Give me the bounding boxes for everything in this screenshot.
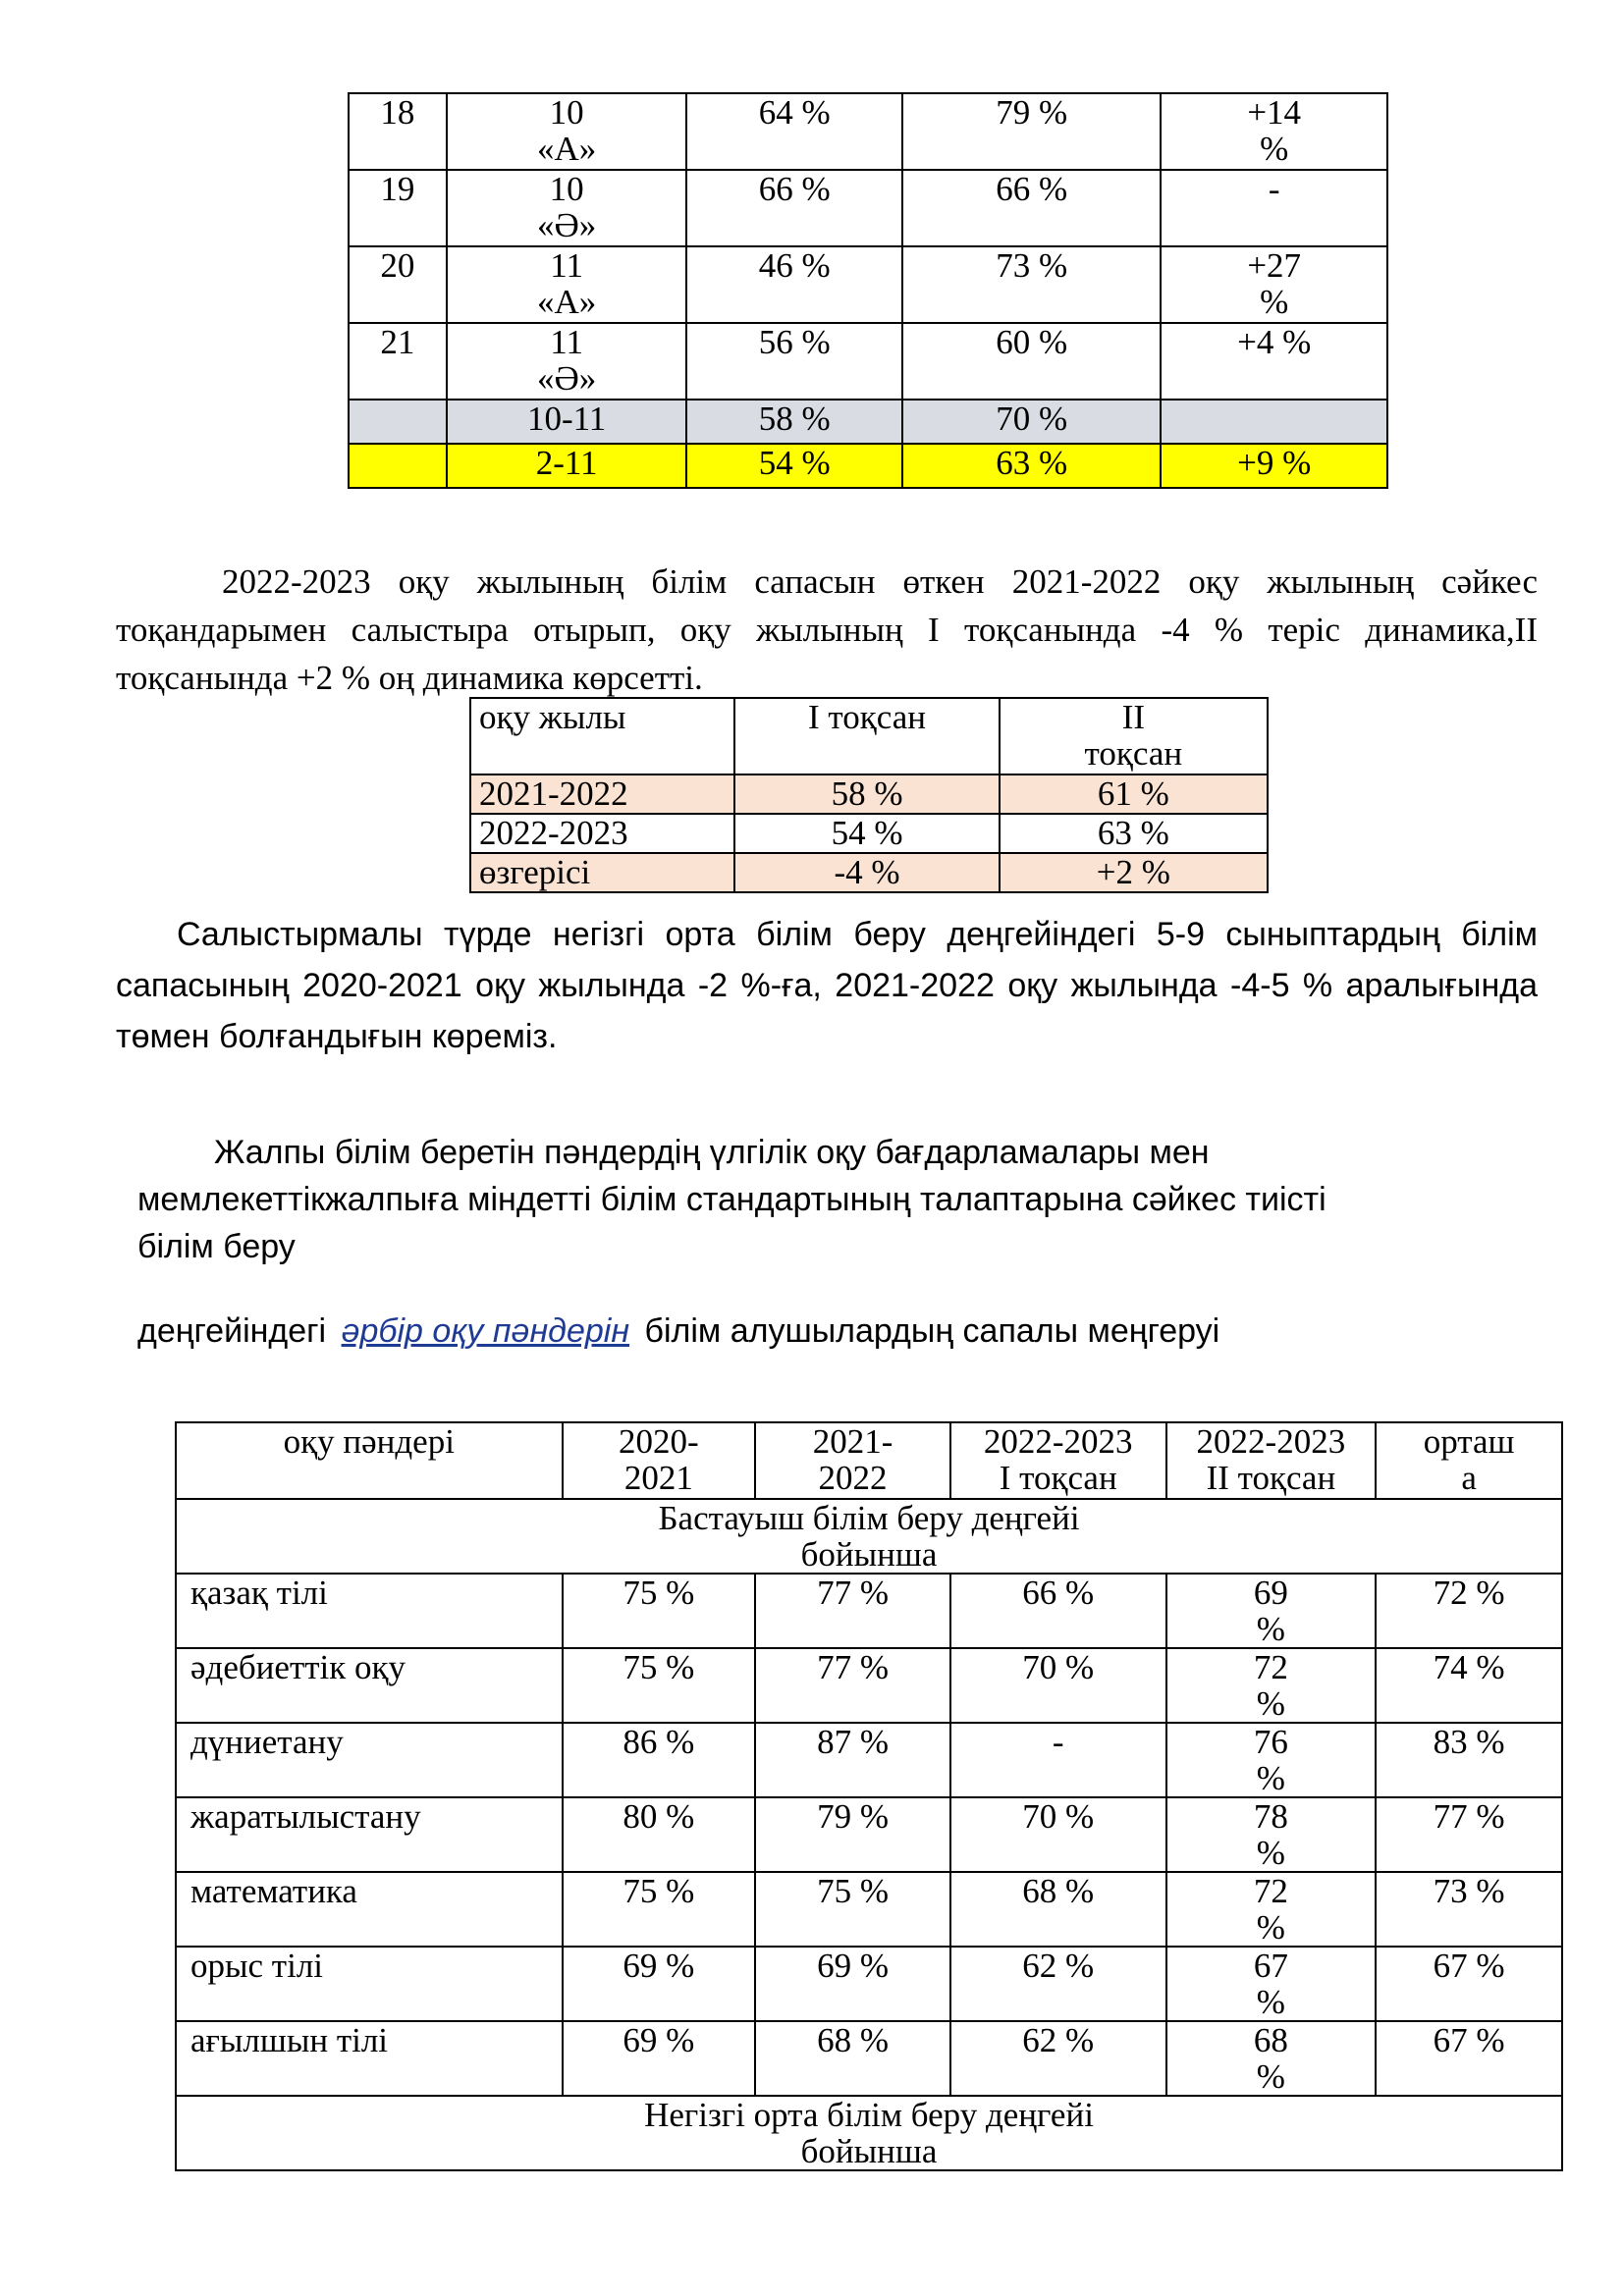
value-2020-2021: 75 % xyxy=(563,1872,756,1947)
subject-name: математика xyxy=(176,1872,563,1947)
subject-row xyxy=(176,1872,1562,1947)
quality-2022-2023: 60 % xyxy=(902,323,1161,400)
class-quality-body xyxy=(349,93,1387,488)
header-2020-2021: 2020- 2021 xyxy=(563,1422,756,1499)
header-quarter-2: ІІ тоқсан xyxy=(1000,698,1268,774)
header-subject: оқу пәндері xyxy=(176,1422,563,1499)
quarter-comparison-paragraph: 2022-2023 оқу жылының білім сапасын өткен 2021-2022 оқу жылының сәйкес тоқандарымен салыстыра отырып, оқу жылының І тоқсанында -4 % теріс динамика,ІІ тоқсанында +2 % оң динамика көрсетті. xyxy=(116,562,1538,697)
q2-change: +2 % xyxy=(1000,853,1268,892)
subject-name: әдебиеттік оқу xyxy=(176,1648,563,1723)
subject-quality-body xyxy=(176,1422,1562,2170)
value-2022-2023-q2: 78 % xyxy=(1166,1797,1377,1872)
row-number xyxy=(349,400,447,444)
value-2022-2023-q1: - xyxy=(950,1723,1166,1797)
value-2022-2023-q2: 76 % xyxy=(1166,1723,1377,1797)
quality-2022-2023: 66 % xyxy=(902,170,1161,246)
header-2021-2022: 2021- 2022 xyxy=(755,1422,950,1499)
q1-change: -4 % xyxy=(734,853,999,892)
subject-name: орыс тілі xyxy=(176,1947,563,2021)
quality-2022-2023: 79 % xyxy=(902,93,1161,170)
each-subject-link[interactable]: әрбір оқу пәндерін xyxy=(341,1312,630,1350)
subject-name: дүниетану xyxy=(176,1723,563,1797)
value-2020-2021: 80 % xyxy=(563,1797,756,1872)
class-name: 10 «Ә» xyxy=(447,170,687,246)
value-2021-2022: 69 % xyxy=(755,1947,950,2021)
value-2022-2023-q1: 70 % xyxy=(950,1797,1166,1872)
q1-cell: 54 % xyxy=(734,814,999,853)
summary-row-10-11 xyxy=(349,400,1387,444)
class-name: 11 «А» xyxy=(447,246,687,323)
row-number: 19 xyxy=(349,170,447,246)
subject-mastery-heading xyxy=(137,1308,1219,1355)
subject-row xyxy=(176,1797,1562,1872)
value-2020-2021: 75 % xyxy=(563,1574,756,1648)
year-cell: 2022-2023 xyxy=(470,814,734,853)
value-2021-2022: 68 % xyxy=(755,2021,950,2096)
value-2022-2023-q2: 72 % xyxy=(1166,1648,1377,1723)
header-academic-year: оқу жылы xyxy=(470,698,734,774)
subject-row xyxy=(176,1947,1562,2021)
value-2021-2022: 77 % xyxy=(755,1574,950,1648)
value-2020-2021: 69 % xyxy=(563,2021,756,2096)
quality-change xyxy=(1161,400,1387,444)
class-row xyxy=(349,170,1387,246)
change-row xyxy=(470,853,1268,892)
quality-change: - xyxy=(1161,170,1387,246)
subject-name: қазақ тілі xyxy=(176,1574,563,1648)
quality-change: +4 % xyxy=(1161,323,1387,400)
class-row xyxy=(349,93,1387,170)
row-number: 21 xyxy=(349,323,447,400)
quality-2021-2022: 54 % xyxy=(686,444,902,488)
year-row-2022-2023 xyxy=(470,814,1268,853)
class-range: 2-11 xyxy=(447,444,687,488)
subject-mastery-line-3: білім беру xyxy=(137,1228,296,1265)
value-average: 73 % xyxy=(1376,1872,1562,1947)
quality-2021-2022: 58 % xyxy=(686,400,902,444)
value-2022-2023-q1: 66 % xyxy=(950,1574,1166,1648)
subject-row xyxy=(176,2021,1562,2096)
class-range: 10-11 xyxy=(447,400,687,444)
row-number: 18 xyxy=(349,93,447,170)
section-primary-level xyxy=(176,1499,1562,1574)
row-number xyxy=(349,444,447,488)
value-2020-2021: 86 % xyxy=(563,1723,756,1797)
header-2022-2023-q2: 2022-2023 ІІ тоқсан xyxy=(1166,1422,1377,1499)
q2-cell: 61 % xyxy=(1000,774,1268,814)
value-average: 83 % xyxy=(1376,1723,1562,1797)
section-title: Бастауыш білім беру деңгейі бойынша xyxy=(176,1499,1562,1574)
class-name: 11 «Ә» xyxy=(447,323,687,400)
value-2021-2022: 79 % xyxy=(755,1797,950,1872)
subject-mastery-line-1: Жалпы білім беретін пәндердің үлгілік оқу бағдарламалары мен xyxy=(214,1134,1210,1171)
value-2022-2023-q1: 62 % xyxy=(950,1947,1166,2021)
value-2022-2023-q2: 67 % xyxy=(1166,1947,1377,2021)
heading-suffix: білім алушылардың сапалы меңгеруі xyxy=(635,1312,1220,1350)
class-row xyxy=(349,323,1387,400)
heading-prefix: деңгейіндегі xyxy=(137,1312,336,1350)
value-2022-2023-q1: 70 % xyxy=(950,1648,1166,1723)
quality-change: +14 % xyxy=(1161,93,1387,170)
q1-cell: 58 % xyxy=(734,774,999,814)
header-2022-2023-q1: 2022-2023 І тоқсан xyxy=(950,1422,1166,1499)
basic-level-paragraph: Салыстырмалы түрде негізгі орта білім беру деңгейіндегі 5-9 сыныптардың білім сапасының 2020-2021 оқу жылында -2 %-ға, 2021-2022 оқу жылында -4-5 % аралығында төмен болғандығын көреміз. xyxy=(116,916,1538,1055)
value-2022-2023-q2: 72 % xyxy=(1166,1872,1377,1947)
value-2021-2022: 75 % xyxy=(755,1872,950,1947)
subject-name: жаратылыстану xyxy=(176,1797,563,1872)
subject-quality-table xyxy=(175,1421,1563,2171)
value-average: 72 % xyxy=(1376,1574,1562,1648)
section-title: Негізгі орта білім беру деңгейі бойынша xyxy=(176,2096,1562,2170)
q2-cell: 63 % xyxy=(1000,814,1268,853)
class-quality-table xyxy=(348,92,1388,489)
value-2022-2023-q2: 68 % xyxy=(1166,2021,1377,2096)
subject-row xyxy=(176,1723,1562,1797)
value-2020-2021: 69 % xyxy=(563,1947,756,2021)
quality-2021-2022: 56 % xyxy=(686,323,902,400)
quality-2022-2023: 73 % xyxy=(902,246,1161,323)
year-cell: 2021-2022 xyxy=(470,774,734,814)
year-row-2021-2022 xyxy=(470,774,1268,814)
header-average: орташ а xyxy=(1376,1422,1562,1499)
class-name: 10 «А» xyxy=(447,93,687,170)
class-row xyxy=(349,246,1387,323)
subject-name: ағылшын тілі xyxy=(176,2021,563,2096)
value-2021-2022: 77 % xyxy=(755,1648,950,1723)
value-2022-2023-q2: 69 % xyxy=(1166,1574,1377,1648)
quality-2021-2022: 46 % xyxy=(686,246,902,323)
subject-row xyxy=(176,1574,1562,1648)
value-2022-2023-q1: 68 % xyxy=(950,1872,1166,1947)
subject-mastery-line-2: мемлекеттікжалпыға міндетті білім стандартының талаптарына сәйкес тиісті xyxy=(137,1181,1326,1218)
value-average: 77 % xyxy=(1376,1797,1562,1872)
quality-2022-2023: 63 % xyxy=(902,444,1161,488)
quality-2021-2022: 64 % xyxy=(686,93,902,170)
quality-change: +27 % xyxy=(1161,246,1387,323)
value-average: 67 % xyxy=(1376,2021,1562,2096)
value-average: 67 % xyxy=(1376,1947,1562,2021)
quality-change: +9 % xyxy=(1161,444,1387,488)
value-2022-2023-q1: 62 % xyxy=(950,2021,1166,2096)
header-quarter-1: І тоқсан xyxy=(734,698,999,774)
summary-row-2-11 xyxy=(349,444,1387,488)
change-label: өзгерісі xyxy=(470,853,734,892)
year-comparison-header xyxy=(470,698,1268,774)
value-2021-2022: 87 % xyxy=(755,1723,950,1797)
subject-row xyxy=(176,1648,1562,1723)
row-number: 20 xyxy=(349,246,447,323)
year-comparison-table xyxy=(469,697,1269,893)
quality-2022-2023: 70 % xyxy=(902,400,1161,444)
subject-table-header xyxy=(176,1422,1562,1499)
quality-2021-2022: 66 % xyxy=(686,170,902,246)
section-basic-secondary-level xyxy=(176,2096,1562,2170)
value-2020-2021: 75 % xyxy=(563,1648,756,1723)
value-average: 74 % xyxy=(1376,1648,1562,1723)
